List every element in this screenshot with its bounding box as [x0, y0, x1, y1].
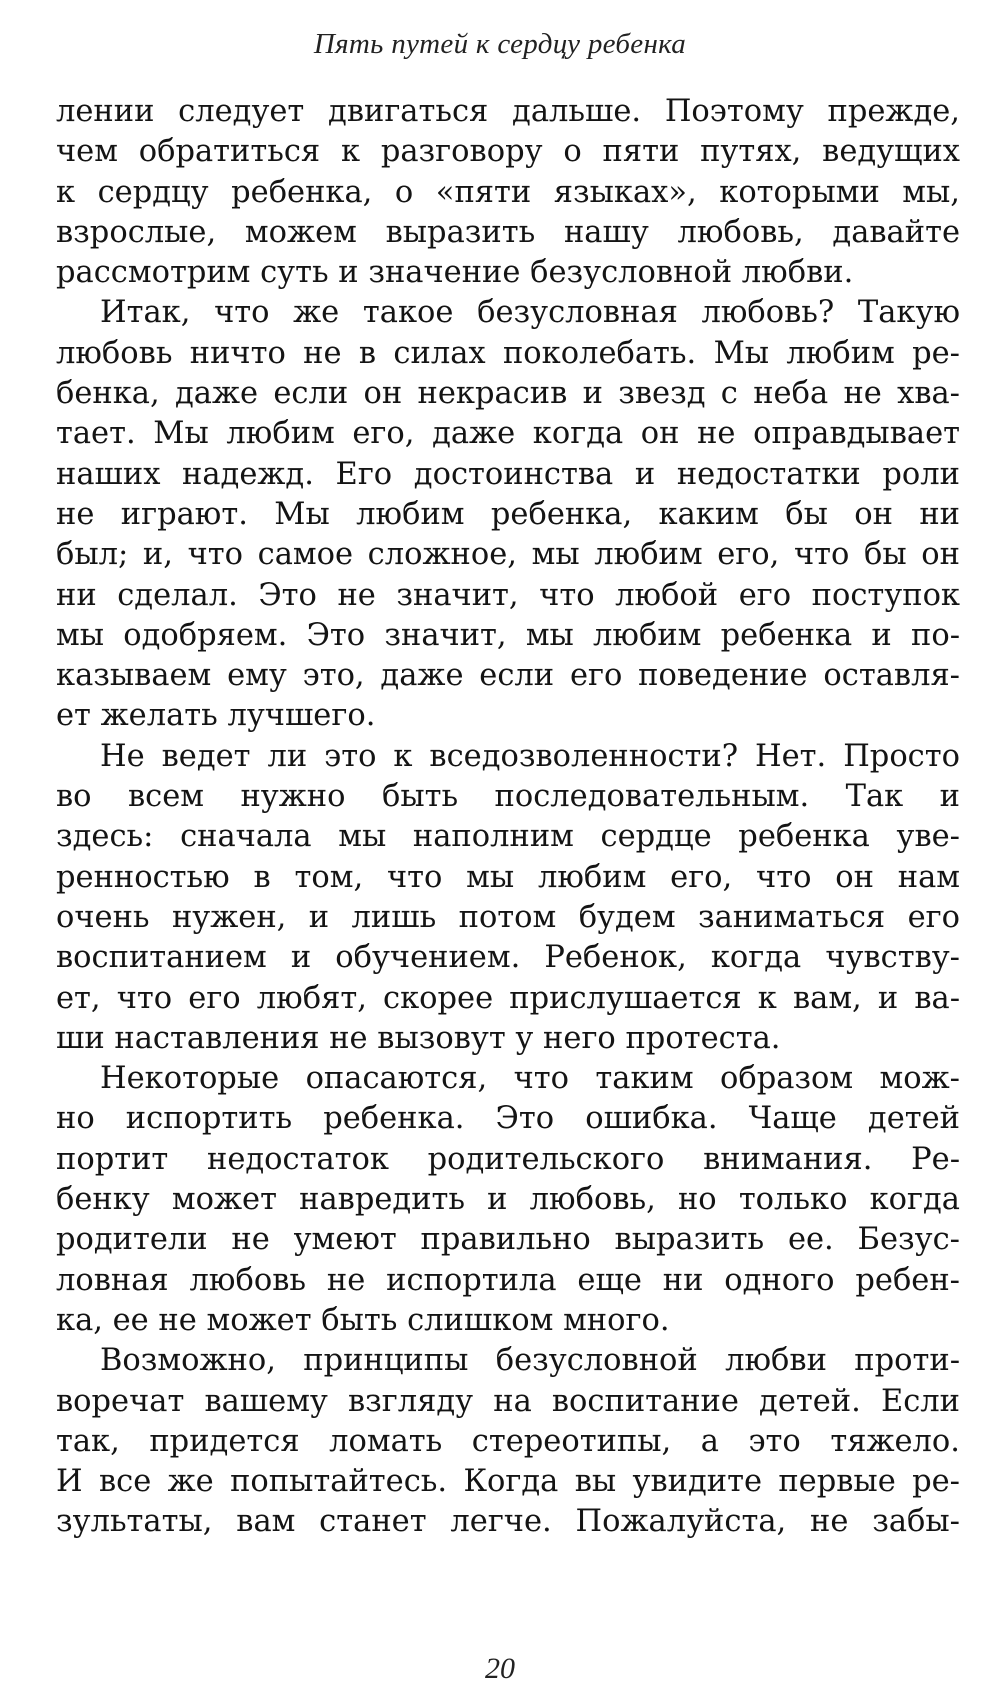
page-number: 20 [485, 1652, 515, 1685]
running-header: Пять путей к сердцу ребенка [313, 28, 687, 60]
text-line: Итак, что же такое безусловная любовь? Такую [100, 295, 960, 331]
text-line: бенка, даже если он некрасив и звезд с неба не хва- [56, 376, 960, 412]
paragraph [56, 1059, 960, 1341]
text-line: так, придется ломать стереотипы, а это тяжело. [56, 1423, 960, 1459]
text-line: во всем нужно быть последовательным. Так и [56, 779, 960, 815]
paragraph [56, 737, 960, 1059]
text-line: ренностью в том, что мы любим его, что он нам [56, 859, 960, 895]
text-line: тает. Мы любим его, даже когда он не оправдывает [56, 416, 960, 452]
text-line: наших надежд. Его достоинства и недостатки роли [56, 456, 960, 492]
text-line: ка, ее не может быть слишком много. [56, 1302, 670, 1338]
text-line: Некоторые опасаются, что таким образом мож- [100, 1061, 960, 1097]
paragraph [56, 1341, 960, 1542]
text-line: был; и, что самое сложное, мы любим его, что бы он [56, 537, 960, 573]
text-line: Возможно, принципы безусловной любви проти- [100, 1343, 960, 1379]
text-line: ловная любовь не испортила еще ни одного ребен- [56, 1262, 960, 1298]
text-line: портит недостаток родительского внимания. Ре- [56, 1141, 960, 1177]
text-line: очень нужен, и лишь потом будем заниматься его [56, 899, 960, 935]
text-line: любовь ничто не в силах поколебать. Мы любим ре- [56, 335, 960, 371]
text-line: воспитанием и обучением. Ребенок, когда чувству- [56, 940, 960, 976]
text-line: но испортить ребенка. Это ошибка. Чаще детей [56, 1101, 960, 1137]
text-line: казываем ему это, даже если его поведение оставля- [56, 658, 960, 694]
paragraph [56, 92, 960, 293]
text-line: родители не умеют правильно выразить ее. Безус- [56, 1222, 960, 1258]
paragraph [56, 293, 960, 736]
text-line: лении следует двигаться дальше. Поэтому прежде, [56, 94, 960, 129]
text-line: ет, что его любят, скорее прислушается к вам, и ва- [56, 980, 960, 1016]
body-text [56, 92, 960, 1543]
text-line: взрослые, можем выразить нашу любовь, давайте [56, 214, 960, 250]
text-line: не играют. Мы любим ребенка, каким бы он ни [56, 496, 960, 532]
text-line: ни сделал. Это не значит, что любой его поступок [56, 577, 960, 613]
text-line: чем обратиться к разговору о пяти путях, ведущих [56, 134, 960, 170]
text-line: воречат вашему взгляду на воспитание детей. Если [56, 1383, 960, 1419]
text-line: Не ведет ли это к вседозволенности? Нет. Просто [100, 738, 960, 774]
text-line: И все же попытайтесь. Когда вы увидите первые ре- [56, 1464, 960, 1500]
text-line: зультаты, вам станет легче. Пожалуйста, не забы- [56, 1504, 960, 1540]
text-line: здесь: сначала мы наполним сердце ребенка уве- [56, 819, 960, 855]
text-line: мы одобряем. Это значит, мы любим ребенка и по- [56, 617, 960, 653]
text-line: рассмотрим суть и значение безусловной любви. [56, 255, 854, 291]
text-line: бенку может навредить и любовь, но только когда [56, 1182, 960, 1218]
text-line: к сердцу ребенка, о «пяти языках», которыми мы, [56, 174, 960, 210]
text-line: ет желать лучшего. [56, 698, 376, 734]
text-line: ши наставления не вызовут у него протеста. [56, 1020, 781, 1056]
